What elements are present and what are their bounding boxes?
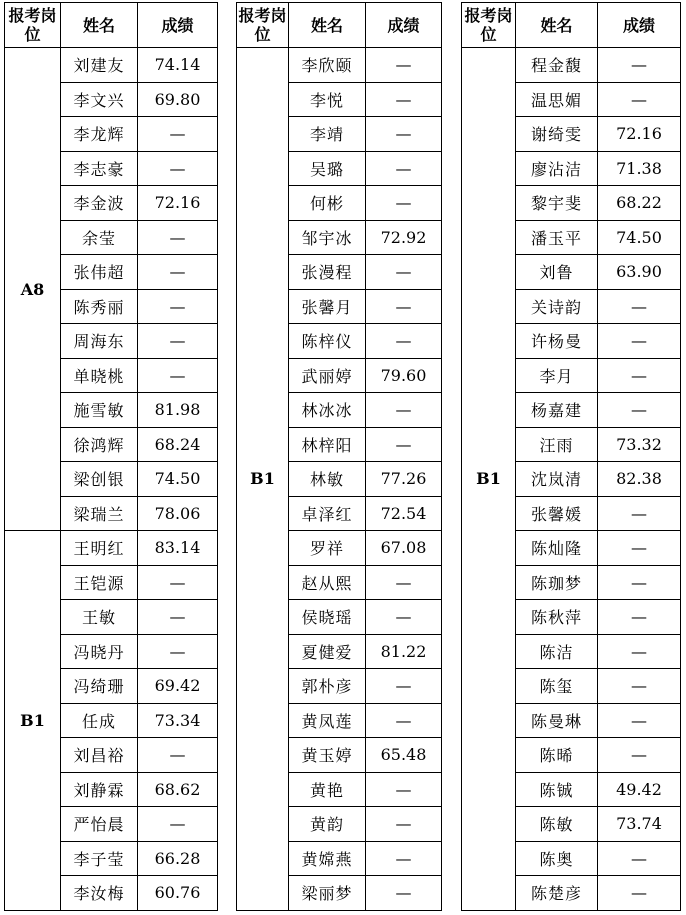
- score-cell: 66.28: [138, 841, 218, 876]
- name-cell: 杨嘉建: [516, 393, 598, 428]
- name-cell: 冯晓丹: [61, 634, 138, 669]
- name-cell: 夏健爱: [289, 634, 366, 669]
- name-cell: 陈奥: [516, 841, 598, 876]
- name-cell: 单晓桃: [61, 358, 138, 393]
- name-cell: 程金馥: [516, 48, 598, 83]
- score-cell: —: [598, 600, 681, 635]
- post-cell: A8: [5, 48, 61, 531]
- score-cell: —: [366, 427, 442, 462]
- name-cell: 侯晓瑶: [289, 600, 366, 635]
- name-cell: 陈秀丽: [61, 289, 138, 324]
- score-cell: —: [598, 82, 681, 117]
- score-cell: —: [138, 220, 218, 255]
- header-row: [462, 3, 681, 48]
- name-cell: 黎宇斐: [516, 186, 598, 221]
- name-cell: 张馨月: [289, 289, 366, 324]
- name-cell: 黄凤莲: [289, 703, 366, 738]
- name-cell: 沈岚清: [516, 462, 598, 497]
- name-cell: 吴璐: [289, 151, 366, 186]
- post-cell: B1: [5, 531, 61, 911]
- score-cell: 68.22: [598, 186, 681, 221]
- score-cell: —: [366, 393, 442, 428]
- score-cell: 74.14: [138, 48, 218, 83]
- score-cell: 81.22: [366, 634, 442, 669]
- table-row: [237, 48, 442, 83]
- name-cell: 林梓阳: [289, 427, 366, 462]
- name-cell: 刘建友: [61, 48, 138, 83]
- score-cell: —: [598, 669, 681, 704]
- post-cell: B1: [237, 48, 289, 911]
- score-cell: 69.80: [138, 82, 218, 117]
- score-cell: 49.42: [598, 772, 681, 807]
- name-cell: 卓泽红: [289, 496, 366, 531]
- name-cell: 施雪敏: [61, 393, 138, 428]
- score-cell: —: [366, 600, 442, 635]
- score-cell: 73.34: [138, 703, 218, 738]
- name-cell: 李欣颐: [289, 48, 366, 83]
- score-cell: —: [598, 738, 681, 773]
- name-cell: 陈铖: [516, 772, 598, 807]
- score-cell: —: [366, 841, 442, 876]
- name-cell: 余莹: [61, 220, 138, 255]
- name-cell: 陈楚彦: [516, 876, 598, 911]
- header-row: [237, 3, 442, 48]
- table-row: [5, 48, 218, 83]
- table-body: [237, 3, 442, 911]
- score-cell: —: [366, 807, 442, 842]
- score-cell: —: [366, 48, 442, 83]
- name-cell: 王铠源: [61, 565, 138, 600]
- name-cell: 李龙辉: [61, 117, 138, 152]
- score-cell: 72.16: [598, 117, 681, 152]
- name-cell: 陈晞: [516, 738, 598, 773]
- score-cell: —: [366, 669, 442, 704]
- name-cell: 陈敏: [516, 807, 598, 842]
- score-cell: —: [138, 117, 218, 152]
- score-cell: —: [138, 807, 218, 842]
- score-cell: —: [138, 289, 218, 324]
- score-cell: 63.90: [598, 255, 681, 290]
- score-cell: —: [598, 531, 681, 566]
- name-cell: 罗祥: [289, 531, 366, 566]
- name-cell: 郭朴彦: [289, 669, 366, 704]
- name-cell: 邹宇冰: [289, 220, 366, 255]
- table-body: [462, 3, 681, 911]
- name-cell: 陈珈梦: [516, 565, 598, 600]
- header-post: 报考岗位: [237, 3, 289, 48]
- score-cell: 73.74: [598, 807, 681, 842]
- score-cell: 83.14: [138, 531, 218, 566]
- name-cell: 李靖: [289, 117, 366, 152]
- score-cell: —: [598, 634, 681, 669]
- name-cell: 黄韵: [289, 807, 366, 842]
- name-cell: 李金波: [61, 186, 138, 221]
- name-cell: 陈洁: [516, 634, 598, 669]
- score-cell: —: [366, 151, 442, 186]
- name-cell: 严怡晨: [61, 807, 138, 842]
- score-cell: 68.24: [138, 427, 218, 462]
- score-cell: —: [138, 255, 218, 290]
- header-score: 成绩: [138, 3, 218, 48]
- score-table-2: [236, 2, 442, 911]
- name-cell: 张漫程: [289, 255, 366, 290]
- score-cell: —: [366, 186, 442, 221]
- name-cell: 何彬: [289, 186, 366, 221]
- name-cell: 关诗韵: [516, 289, 598, 324]
- name-cell: 黄玉婷: [289, 738, 366, 773]
- score-cell: —: [598, 565, 681, 600]
- score-cell: 74.50: [138, 462, 218, 497]
- name-cell: 武丽婷: [289, 358, 366, 393]
- score-cell: —: [366, 117, 442, 152]
- score-cell: —: [598, 289, 681, 324]
- name-cell: 梁创银: [61, 462, 138, 497]
- score-cell: 72.92: [366, 220, 442, 255]
- name-cell: 廖沾洁: [516, 151, 598, 186]
- score-cell: 73.32: [598, 427, 681, 462]
- score-cell: —: [598, 48, 681, 83]
- score-table-1: [4, 2, 218, 911]
- post-cell: B1: [462, 48, 516, 911]
- score-cell: 82.38: [598, 462, 681, 497]
- name-cell: 李月: [516, 358, 598, 393]
- score-cell: 71.38: [598, 151, 681, 186]
- score-cell: —: [598, 703, 681, 738]
- score-cell: —: [598, 358, 681, 393]
- score-cell: 65.48: [366, 738, 442, 773]
- score-cell: —: [366, 289, 442, 324]
- header-name: 姓名: [61, 3, 138, 48]
- name-cell: 许杨曼: [516, 324, 598, 359]
- name-cell: 赵从熙: [289, 565, 366, 600]
- header-row: [5, 3, 218, 48]
- score-cell: 67.08: [366, 531, 442, 566]
- name-cell: 陈玺: [516, 669, 598, 704]
- name-cell: 刘昌裕: [61, 738, 138, 773]
- score-cell: 74.50: [598, 220, 681, 255]
- name-cell: 梁丽梦: [289, 876, 366, 911]
- score-cell: —: [366, 324, 442, 359]
- score-cell: —: [598, 393, 681, 428]
- name-cell: 陈梓仪: [289, 324, 366, 359]
- table-body: [5, 3, 218, 911]
- header-post: 报考岗位: [5, 3, 61, 48]
- name-cell: 梁瑞兰: [61, 496, 138, 531]
- header-name: 姓名: [516, 3, 598, 48]
- name-cell: 张馨媛: [516, 496, 598, 531]
- name-cell: 林冰冰: [289, 393, 366, 428]
- name-cell: 李悦: [289, 82, 366, 117]
- score-cell: 81.98: [138, 393, 218, 428]
- score-cell: 72.54: [366, 496, 442, 531]
- score-cell: —: [138, 738, 218, 773]
- score-cell: 78.06: [138, 496, 218, 531]
- score-cell: —: [138, 600, 218, 635]
- score-cell: —: [366, 565, 442, 600]
- score-cell: —: [366, 703, 442, 738]
- score-cell: —: [138, 324, 218, 359]
- name-cell: 黄嫦燕: [289, 841, 366, 876]
- name-cell: 林敏: [289, 462, 366, 497]
- score-cell: —: [598, 496, 681, 531]
- name-cell: 王敏: [61, 600, 138, 635]
- name-cell: 王明红: [61, 531, 138, 566]
- name-cell: 任成: [61, 703, 138, 738]
- name-cell: 李志豪: [61, 151, 138, 186]
- name-cell: 谢绮雯: [516, 117, 598, 152]
- header-score: 成绩: [598, 3, 681, 48]
- name-cell: 陈曼琳: [516, 703, 598, 738]
- score-cell: —: [366, 82, 442, 117]
- name-cell: 陈秋萍: [516, 600, 598, 635]
- name-cell: 周海东: [61, 324, 138, 359]
- score-cell: —: [598, 324, 681, 359]
- header-post: 报考岗位: [462, 3, 516, 48]
- name-cell: 张伟超: [61, 255, 138, 290]
- name-cell: 刘鲁: [516, 255, 598, 290]
- name-cell: 陈灿隆: [516, 531, 598, 566]
- score-cell: —: [138, 358, 218, 393]
- name-cell: 潘玉平: [516, 220, 598, 255]
- score-cell: —: [138, 565, 218, 600]
- name-cell: 冯绮珊: [61, 669, 138, 704]
- score-cell: 69.42: [138, 669, 218, 704]
- score-cell: 60.76: [138, 876, 218, 911]
- score-cell: 72.16: [138, 186, 218, 221]
- name-cell: 徐鸿辉: [61, 427, 138, 462]
- name-cell: 黄艳: [289, 772, 366, 807]
- score-cell: —: [138, 151, 218, 186]
- score-cell: —: [598, 841, 681, 876]
- table-row: [5, 531, 218, 566]
- header-score: 成绩: [366, 3, 442, 48]
- score-cell: —: [366, 255, 442, 290]
- name-cell: 汪雨: [516, 427, 598, 462]
- score-cell: —: [366, 876, 442, 911]
- score-cell: —: [138, 634, 218, 669]
- score-cell: —: [598, 876, 681, 911]
- name-cell: 温思媚: [516, 82, 598, 117]
- name-cell: 刘静霖: [61, 772, 138, 807]
- header-name: 姓名: [289, 3, 366, 48]
- score-cell: —: [366, 772, 442, 807]
- name-cell: 李汝梅: [61, 876, 138, 911]
- table-row: [462, 48, 681, 83]
- score-table-3: [461, 2, 681, 911]
- name-cell: 李文兴: [61, 82, 138, 117]
- name-cell: 李子莹: [61, 841, 138, 876]
- score-cell: 77.26: [366, 462, 442, 497]
- score-cell: 79.60: [366, 358, 442, 393]
- score-cell: 68.62: [138, 772, 218, 807]
